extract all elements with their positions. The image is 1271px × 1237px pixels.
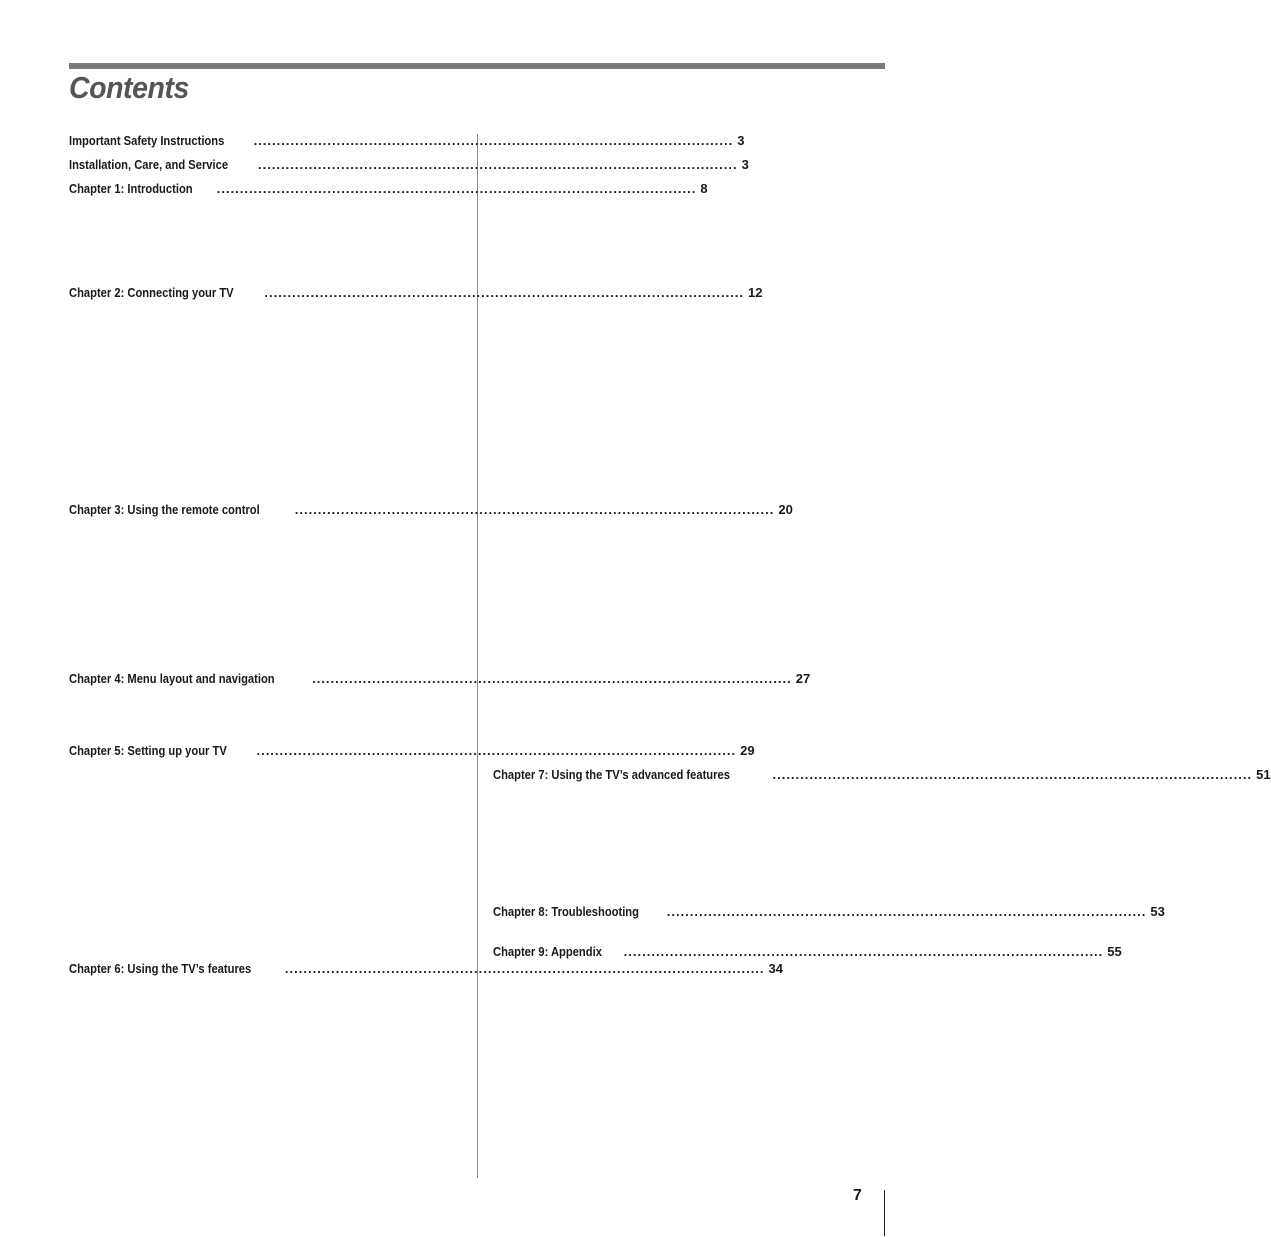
toc-entry-safety[interactable]	[69, 133, 745, 149]
toc-entry-label: Installation, Care, and Service	[69, 157, 229, 172]
dot-leader: ........................................................................................................	[256, 743, 737, 758]
toc-entry-chapter-4[interactable]	[69, 671, 811, 687]
toc-entry-chapter-8[interactable]	[493, 904, 1165, 920]
toc-entry-chapter-9[interactable]	[493, 944, 1122, 960]
dot-leader: ........................................................................................................	[666, 904, 1147, 919]
toc-entry-chapter-7[interactable]	[493, 767, 1271, 783]
page-edge-rule	[884, 1190, 885, 1236]
dot-leader: ........................................................................................................	[264, 285, 745, 300]
top-rule	[69, 63, 885, 69]
dot-leader: ........................................................................................................	[623, 944, 1104, 959]
toc-entry-label: Chapter 5: Setting up your TV	[69, 743, 227, 758]
toc-entry-label: Important Safety Instructions	[69, 133, 225, 148]
toc-entry-page: 27	[795, 671, 811, 686]
toc-entry-chapter-5[interactable]	[69, 743, 755, 759]
toc-entry-chapter-6[interactable]	[69, 961, 784, 977]
toc-entry-page: 53	[1150, 904, 1165, 919]
toc-entry-page: 12	[748, 285, 763, 300]
dot-leader: ........................................................................................................	[253, 133, 734, 148]
toc-entry-label: Chapter 6: Using the TV’s features	[69, 961, 252, 976]
toc-entry-page: 55	[1107, 944, 1122, 959]
toc-entry-page: 3	[737, 133, 745, 148]
toc-entry-page: 8	[700, 181, 708, 196]
toc-entry-chapter-2[interactable]	[69, 285, 763, 301]
toc-entry-installation[interactable]	[69, 157, 749, 173]
toc-entry-label: Chapter 3: Using the remote control	[69, 502, 260, 517]
dot-leader: ........................................................................................................	[294, 502, 775, 517]
toc-entry-page: 34	[768, 961, 784, 976]
toc-entry-page: 51	[1256, 767, 1271, 782]
page-title: Contents	[69, 70, 189, 105]
page-number: 7	[853, 1187, 862, 1204]
toc-entry-page: 29	[740, 743, 755, 758]
dot-leader: ........................................................................................................	[312, 671, 792, 686]
dot-leader: ........................................................................................................	[772, 767, 1253, 782]
toc-entry-label: Chapter 7: Using the TV’s advanced features	[493, 767, 730, 782]
dot-leader: ........................................................................................................	[216, 181, 697, 196]
toc-entry-page: 20	[778, 502, 793, 517]
toc-entry-page: 3	[741, 157, 749, 172]
toc-entry-label: Chapter 9: Appendix	[493, 944, 602, 959]
toc-entry-label: Chapter 4: Menu layout and navigation	[69, 671, 275, 686]
toc-entry-label: Chapter 8: Troubleshooting	[493, 904, 639, 919]
dot-leader: ........................................................................................................	[257, 157, 738, 172]
toc-entry-chapter-3[interactable]	[69, 502, 793, 518]
toc-entry-chapter-1[interactable]	[69, 181, 708, 197]
toc-entry-label: Chapter 1: Introduction	[69, 181, 193, 196]
toc-entry-label: Chapter 2: Connecting your TV	[69, 285, 234, 300]
dot-leader: ........................................................................................................	[284, 961, 765, 976]
